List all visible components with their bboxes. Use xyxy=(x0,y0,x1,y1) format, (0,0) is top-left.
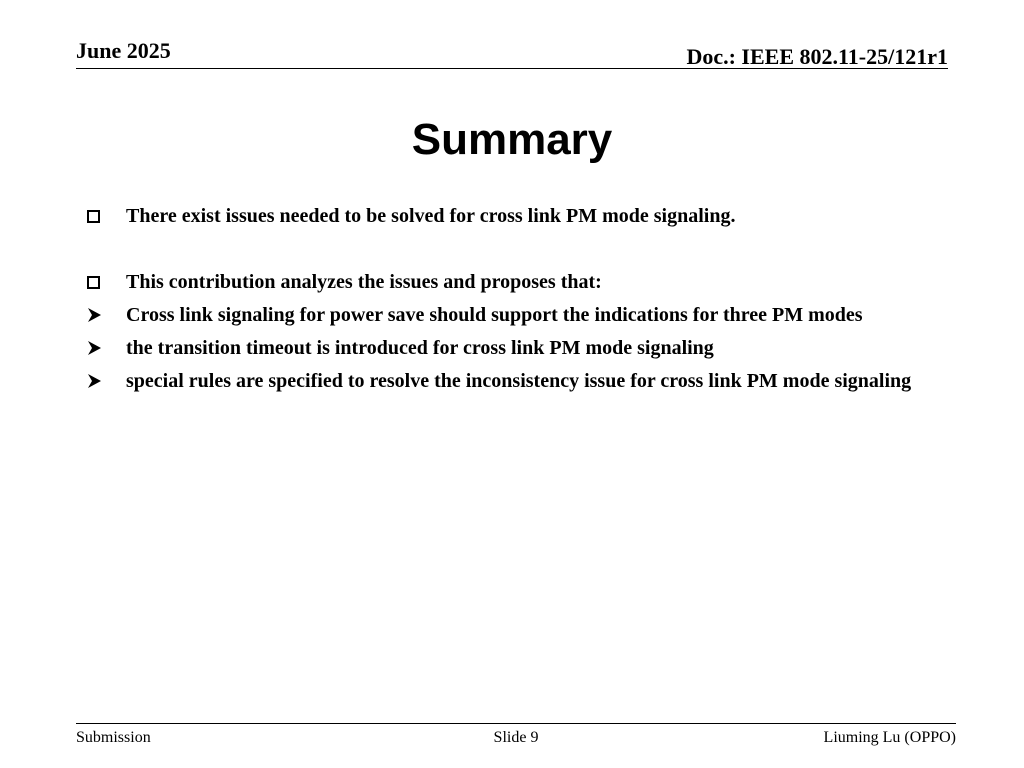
footer-divider xyxy=(76,723,956,724)
bullet-text: This contribution analyzes the issues and proposes that: xyxy=(126,271,602,293)
square-bullet-icon xyxy=(86,270,126,294)
square-bullet-icon xyxy=(86,204,126,228)
footer-submission: Submission xyxy=(76,729,151,746)
slide-title: Summary xyxy=(411,115,613,164)
bullet-item xyxy=(86,204,735,228)
footer-slide-number: Slide 9 xyxy=(493,729,539,746)
header-date: June 2025 xyxy=(76,38,171,63)
bullet-text: There exist issues needed to be solved for cross link PM mode signaling. xyxy=(126,205,736,227)
arrow-bullet-icon xyxy=(86,336,126,360)
bullet-item xyxy=(86,270,602,294)
bullet-text: special rules are specified to resolve the inconsistency issue for cross link PM mode signaling xyxy=(126,370,912,392)
header-doc-id: Doc.: IEEE 802.11-25/121r1 xyxy=(686,44,948,69)
arrow-bullet-icon xyxy=(86,303,126,327)
header-divider xyxy=(76,68,948,69)
bullet-item xyxy=(86,303,863,327)
bullet-text: the transition timeout is introduced for cross link PM mode signaling xyxy=(126,337,714,359)
footer-author: Liuming Lu (OPPO) xyxy=(823,729,956,746)
bullet-item xyxy=(86,336,714,360)
bullet-item xyxy=(86,369,911,393)
arrow-bullet-icon xyxy=(86,369,126,393)
bullet-text: Cross link signaling for power save should support the indications for three PM modes xyxy=(126,304,863,326)
